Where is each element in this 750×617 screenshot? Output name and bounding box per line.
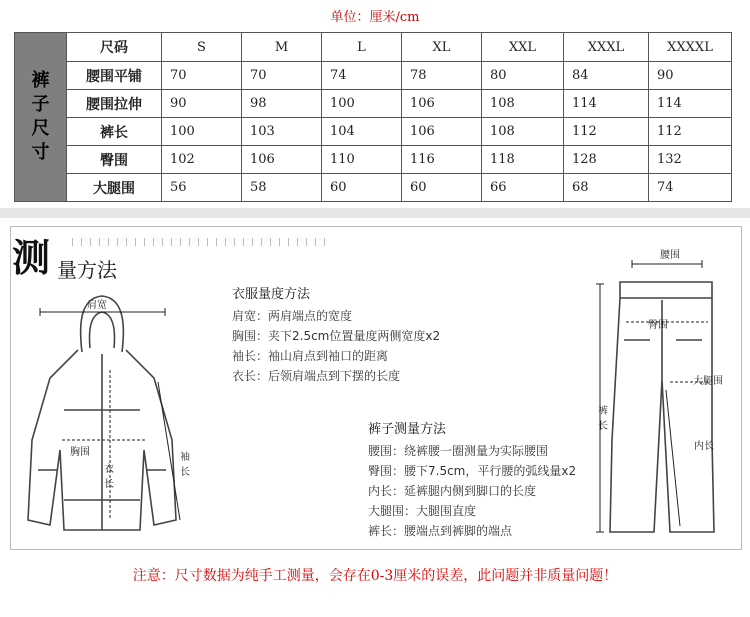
table-cell: 114 xyxy=(649,90,732,118)
table-cell: 66 xyxy=(482,174,564,202)
table-cell: 74 xyxy=(322,62,402,90)
unit-label: 单位：厘米/cm xyxy=(330,10,420,25)
row-label: 大腿围 xyxy=(67,174,162,202)
table-cell: 118 xyxy=(482,146,564,174)
pants-method-line: 臀围：腰下7.5cm，平行腰的弧线量x2 xyxy=(368,464,577,478)
table-cell: 128 xyxy=(564,146,649,174)
clothes-method-line: 胸围：夹下2.5cm位置量度两侧宽度x2 xyxy=(232,329,441,343)
table-cell: 108 xyxy=(482,118,564,146)
table-cell: 114 xyxy=(564,90,649,118)
header-cell: M xyxy=(242,33,322,62)
row-label: 腰围拉伸 xyxy=(67,90,162,118)
jacket-illustration xyxy=(20,290,205,545)
pants-waist-label: 腰围 xyxy=(660,250,680,261)
header-cell: XXL xyxy=(482,33,564,62)
table-row xyxy=(15,146,732,174)
measure-title-big: 测 xyxy=(12,236,51,280)
header-cell: XXXXL xyxy=(649,33,732,62)
jacket-shoulder-label: 肩宽 xyxy=(87,300,107,311)
jacket-length-label: 衣长 xyxy=(104,464,114,490)
table-cell: 132 xyxy=(649,146,732,174)
table-cell: 112 xyxy=(564,118,649,146)
table-cell: 106 xyxy=(402,90,482,118)
table-cell: 78 xyxy=(402,62,482,90)
table-cell: 116 xyxy=(402,146,482,174)
row-label: 裤长 xyxy=(67,118,162,146)
pants-method-line: 腰围：绕裤腰一圈测量为实际腰围 xyxy=(368,444,549,458)
section-divider xyxy=(0,208,750,218)
header-cell: XXXL xyxy=(564,33,649,62)
table-cell: 68 xyxy=(564,174,649,202)
table-cell: 60 xyxy=(322,174,402,202)
table-cell: 56 xyxy=(162,174,242,202)
pants-method-title: 裤子测量方法 xyxy=(368,422,447,437)
table-row xyxy=(15,62,732,90)
table-cell: 70 xyxy=(242,62,322,90)
table-cell: 112 xyxy=(649,118,732,146)
size-table xyxy=(14,32,732,202)
table-row xyxy=(15,174,732,202)
ruler-decoration xyxy=(72,238,332,246)
pants-hip-label: 臀围 xyxy=(648,320,668,331)
header-cell: S xyxy=(162,33,242,62)
pants-inseam-label: 内长 xyxy=(694,441,714,452)
table-cell: 58 xyxy=(242,174,322,202)
table-cell: 106 xyxy=(402,118,482,146)
jacket-sleeve-label: 袖长 xyxy=(180,452,190,478)
pants-method-line: 内长：延裤腿内侧到脚口的长度 xyxy=(368,484,537,498)
table-cell: 102 xyxy=(162,146,242,174)
table-header-row xyxy=(15,33,732,62)
clothes-method-line: 衣长：后领肩端点到下摆的长度 xyxy=(232,369,401,383)
clothes-method-line: 袖长：袖山肩点到袖口的距离 xyxy=(232,349,389,363)
table-cell: 108 xyxy=(482,90,564,118)
jacket-chest-label: 胸围 xyxy=(70,447,90,458)
table-cell: 110 xyxy=(322,146,402,174)
table-cell: 100 xyxy=(322,90,402,118)
table-cell: 80 xyxy=(482,62,564,90)
row-label: 腰围平铺 xyxy=(67,62,162,90)
table-cell: 90 xyxy=(162,90,242,118)
table-row xyxy=(15,90,732,118)
table-cell: 98 xyxy=(242,90,322,118)
side-label: 裤 子 尺 寸 xyxy=(15,33,67,202)
clothes-method-title: 衣服量度方法 xyxy=(232,287,311,302)
header-cell: 尺码 xyxy=(67,33,162,62)
pants-method-line: 裤长：腰端点到裤脚的端点 xyxy=(368,524,513,538)
table-cell: 84 xyxy=(564,62,649,90)
pants-length-label: 裤长 xyxy=(598,406,608,432)
table-cell: 100 xyxy=(162,118,242,146)
table-cell: 103 xyxy=(242,118,322,146)
pants-thigh-label: 大腿围 xyxy=(693,376,723,387)
measure-title-small: 量方法 xyxy=(57,258,117,282)
table-cell: 70 xyxy=(162,62,242,90)
table-cell: 74 xyxy=(649,174,732,202)
row-label: 臀围 xyxy=(67,146,162,174)
notice-text: 注意：尺寸数据为纯手工测量，会存在0-3厘米的误差，此问题并非质量问题！ xyxy=(132,568,618,584)
table-cell: 60 xyxy=(402,174,482,202)
header-cell: XL xyxy=(402,33,482,62)
table-cell: 90 xyxy=(649,62,732,90)
header-cell: L xyxy=(322,33,402,62)
table-cell: 104 xyxy=(322,118,402,146)
pants-illustration xyxy=(590,240,730,540)
table-row xyxy=(15,118,732,146)
clothes-method-line: 肩宽：两肩端点的宽度 xyxy=(232,309,353,323)
table-cell: 106 xyxy=(242,146,322,174)
pants-method-line: 大腿围：大腿围直度 xyxy=(368,504,477,518)
